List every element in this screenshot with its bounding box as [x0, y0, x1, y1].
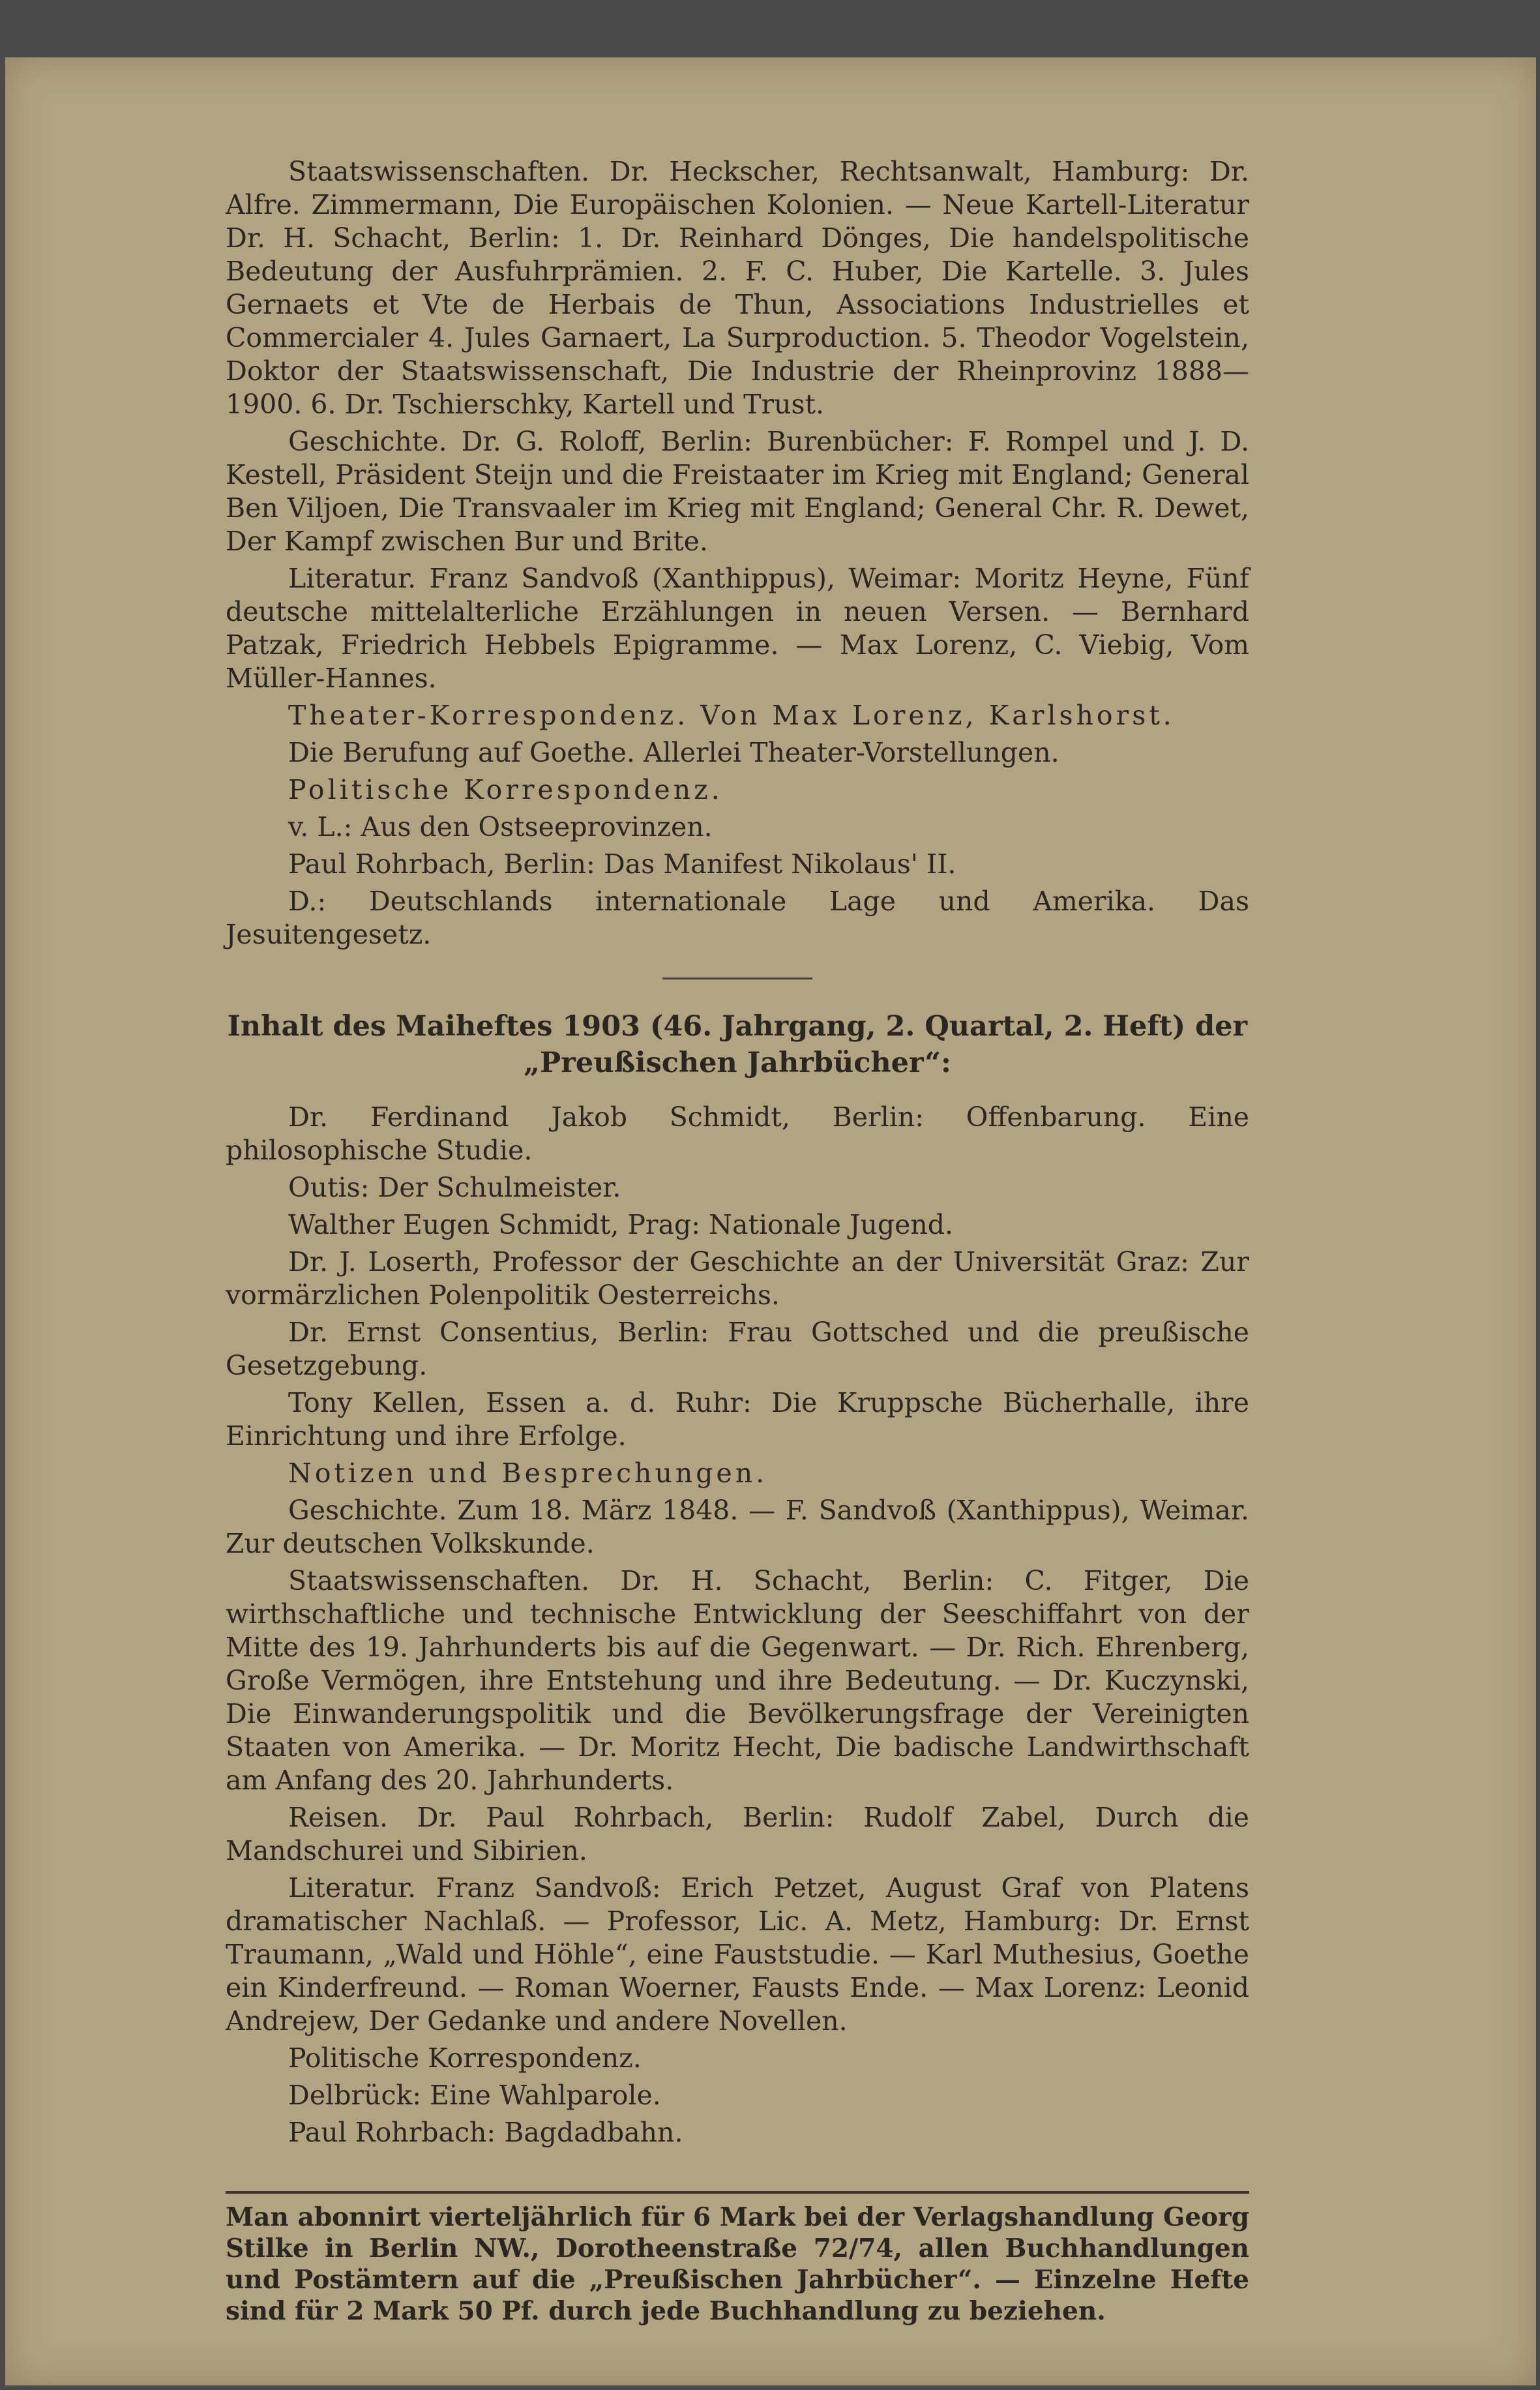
paragraph-staatswissenschaften: Staatswissenschaften. Dr. Heckscher, Rechtsanwalt, Hamburg: Dr. Alfre. Zimmermann, Die Europäischen Kolonien. — Neue Kartell-Literatur Dr. H. Schacht, Berlin: 1. Dr. Reinhard Dönges, Die handelspolitische Bedeutung der Ausfuhrprämien. 2. F. C. Huber, Die Kartelle. 3. Jules Gernaets et Vte de Herbais de Thun, Associations Industrielles et Commercialer 4. Jules Garnaert, La Surproduction. 5. Theodor Vogelstein, Doktor der Staatswissenschaft, Die Industrie der Rheinprovinz 1888—1900. 6. Dr. Tschierschky, Kartell und Trust. [226, 156, 1249, 420]
paragraph-theater-korrespondenz: Theater-Korrespondenz. Von Max Lorenz, Karlshorst. [288, 700, 1175, 731]
paragraph-literatur: Literatur. Franz Sandvoß (Xanthippus), Weimar: Moritz Heyne, Fünf deutsche mittelalterliche Erzählungen in neuen Versen. — Bernhard Patzak, Friedrich Hebbels Epigramme. — Max Lorenz, C. Viebig, Vom Müller-Hannes. [226, 563, 1249, 694]
entry-delbrueck: Delbrück: Eine Wahlparole. [288, 2080, 661, 2111]
contents-heading [226, 1008, 1249, 1081]
paragraph-deutschlands-lage: D.: Deutschlands internationale Lage und Amerika. Das Jesuitengesetz. [226, 886, 1249, 950]
entry-literatur: Literatur. Franz Sandvoß: Erich Petzet, August Graf von Platens dramatischer Nachlaß. — Professor, Lic. A. Metz, Hamburg: Dr. Ernst Traumann, „Wald und Höhle“, eine Fauststudie. — Karl Muthesius, Goethe ein Kinderfreund. — Roman Woerner, Fausts Ende. — Max Lorenz: Leonid Andrejew, Der Gedanke und andere Novellen. [226, 1872, 1249, 2037]
entry-reisen: Reisen. Dr. Paul Rohrbach, Berlin: Rudolf Zabel, Durch die Mandschurei und Sibirien. [226, 1802, 1249, 1866]
entry-loserth: Dr. J. Loserth, Professor der Geschichte an der Universität Graz: Zur vormärzlichen Polenpolitik Oesterreichs. [226, 1246, 1249, 1311]
entry-kellen: Tony Kellen, Essen a. d. Ruhr: Die Kruppsche Bücherhalle, ihre Einrichtung und ihre Erfolge. [226, 1387, 1249, 1452]
entry-schmidt-offenbarung: Dr. Ferdinand Jakob Schmidt, Berlin: Offenbarung. Eine philosophische Studie. [226, 1101, 1249, 1166]
paragraph-politische-korrespondenz: Politische Korrespondenz. [288, 774, 723, 805]
document-page [5, 57, 1536, 2385]
entry-politische-korrespondenz: Politische Korrespondenz. [288, 2042, 642, 2074]
entry-notizen: Notizen und Besprechungen. [288, 1457, 768, 1489]
entry-staatswissenschaften: Staatswissenschaften. Dr. H. Schacht, Berlin: C. Fitger, Die wirthschaftliche und technische Entwicklung der Seeschiffahrt von der Mitte des 19. Jahrhunderts bis auf die Gegenwart. — Dr. Rich. Ehrenberg, Große Vermögen, ihre Entstehung und ihre Bedeutung. — Dr. Kuczynski, Die Einwanderungspolitik und die Bevölkerungsfrage der Vereinigten Staaten von Amerika. — Dr. Moritz Hecht, Die badische Landwirthschaft am Anfang des 20. Jahrhunderts. [226, 1565, 1249, 1796]
heading-line-1: Inhalt des Maiheftes 1903 (46. Jahrgang, 2. Quartal, 2. Heft) der [227, 1010, 1248, 1043]
paragraph-berufung-goethe: Die Berufung auf Goethe. Allerlei Theater-Vorstellungen. [288, 737, 1059, 768]
paragraph-geschichte: Geschichte. Dr. G. Roloff, Berlin: Burenbücher: F. Rompel und J. D. Kestell, Präsident Steijn und die Freistaater im Krieg mit England; General Ben Viljoen, Die Transvaaler im Krieg mit England; General Chr. R. Dewet, Der Kampf zwischen Bur und Brite. [226, 426, 1249, 557]
entry-geschichte: Geschichte. Zum 18. März 1848. — F. Sandvoß (Xanthippus), Weimar. Zur deutschen Volkskunde. [226, 1495, 1249, 1559]
heading-line-2: „Preußischen Jahrbücher“: [524, 1047, 951, 1079]
entry-outis: Outis: Der Schulmeister. [288, 1172, 621, 1203]
entry-nationale-jugend: Walther Eugen Schmidt, Prag: Nationale Jugend. [288, 1209, 954, 1240]
entry-rohrbach-bagdadbahn: Paul Rohrbach: Bagdadbahn. [288, 2117, 683, 2148]
text-column [226, 155, 1249, 2327]
subscription-footer: Man abonnirt vierteljährlich für 6 Mark bei der Verlagshandlung Georg Stilke in Berlin NW., Dorotheenstraße 72/74, allen Buchhandlungen und Postämtern auf die „Preußischen Jahrbücher“. — Einzelne Hefte sind für 2 Mark 50 Pf. durch jede Buchhandlung zu beziehen. [226, 2191, 1249, 2327]
paragraph-manifest: Paul Rohrbach, Berlin: Das Manifest Nikolaus' II. [288, 848, 956, 880]
separator-rule [662, 978, 812, 979]
entry-consentius: Dr. Ernst Consentius, Berlin: Frau Gottsched und die preußische Gesetzgebung. [226, 1317, 1249, 1381]
paragraph-ostseeprovinzen: v. L.: Aus den Ostseeprovinzen. [288, 811, 713, 843]
